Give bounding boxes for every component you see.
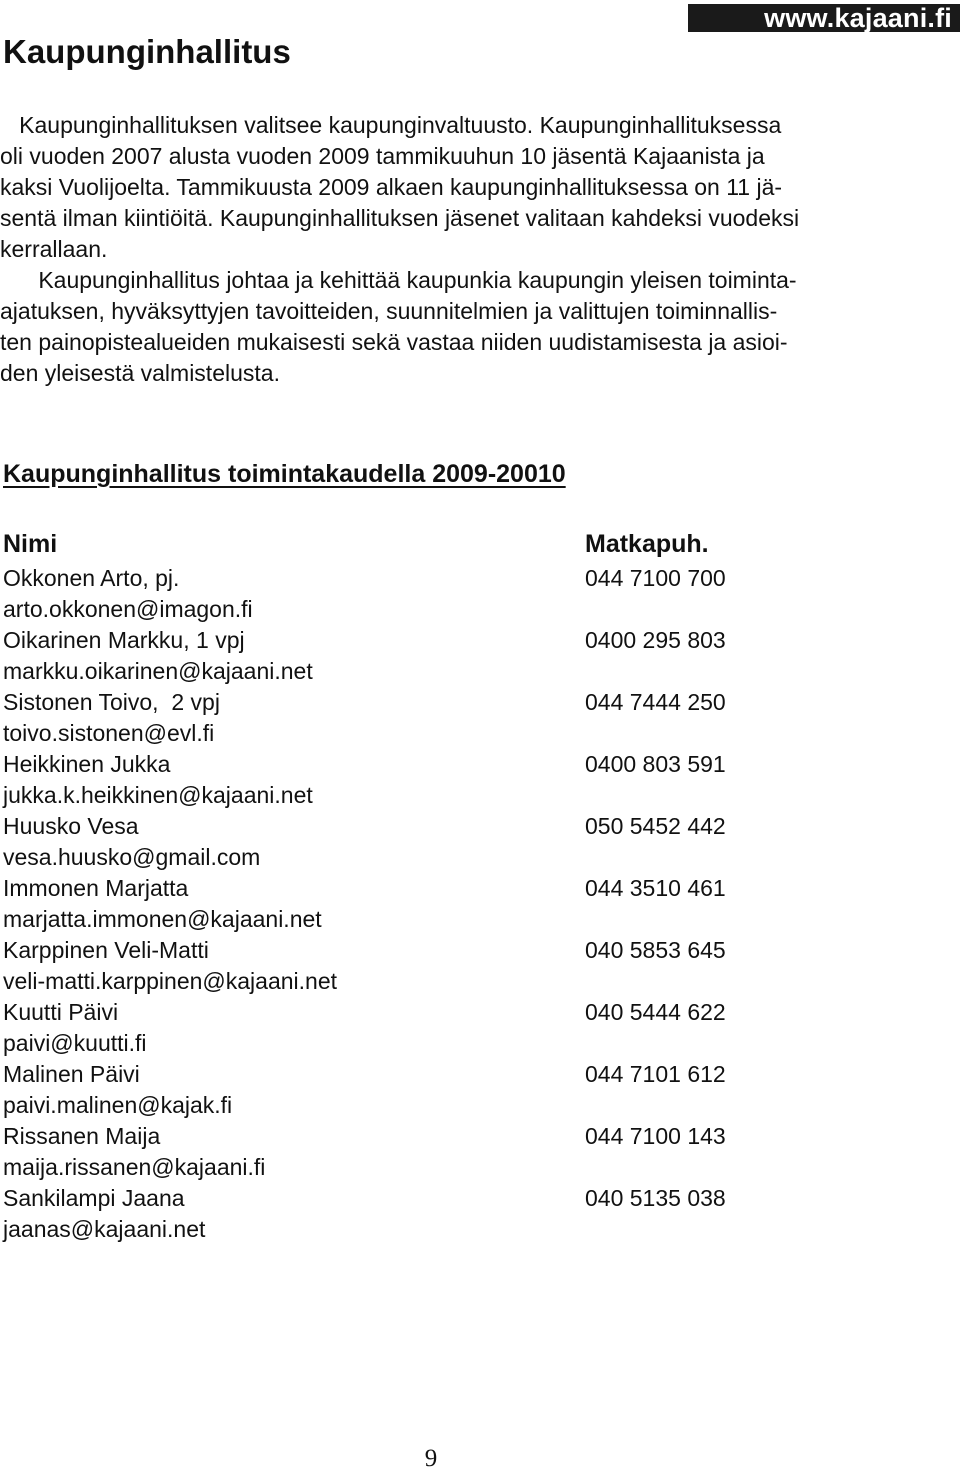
- intro-line: Kaupunginhallituksen valitsee kaupunginvaltuusto. Kaupunginhallituksessa: [0, 112, 782, 138]
- member-phone: 040 5853 645: [585, 937, 726, 963]
- list-item: [3, 811, 903, 873]
- section-title: Kaupunginhallitus toimintakaudella 2009-20010: [3, 460, 566, 488]
- list-item: [3, 997, 903, 1059]
- list-item: [3, 1121, 903, 1183]
- member-name: Sankilampi Jaana: [3, 1185, 185, 1211]
- intro-line: ajatuksen, hyväksyttyjen tavoitteiden, suunnitelmien ja valittujen toiminnallis-: [0, 298, 778, 324]
- member-email[interactable]: paivi.malinen@kajak.fi: [3, 1092, 233, 1118]
- member-phone: 044 7100 700: [585, 565, 726, 591]
- intro-line: den yleisestä valmistelusta.: [0, 360, 280, 386]
- member-name: Karppinen Veli-Matti: [3, 937, 209, 963]
- member-name: Kuutti Päivi: [3, 999, 119, 1025]
- member-phone: 044 7444 250: [585, 689, 726, 715]
- intro-text: [0, 110, 880, 389]
- member-phone: 0400 295 803: [585, 627, 726, 653]
- page-number: 9: [424, 1445, 438, 1472]
- intro-line: sentä ilman kiintiöitä. Kaupunginhallituksen jäsenet valitaan kahdeksi vuodeksi: [0, 205, 800, 231]
- list-item: [3, 563, 903, 625]
- member-email[interactable]: paivi@kuutti.fi: [3, 1030, 147, 1056]
- member-email[interactable]: marjatta.immonen@kajaani.net: [3, 906, 322, 932]
- member-email[interactable]: jaanas@kajaani.net: [3, 1216, 206, 1242]
- member-phone: 044 3510 461: [585, 875, 726, 901]
- member-email[interactable]: jukka.k.heikkinen@kajaani.net: [3, 782, 313, 808]
- member-name: Immonen Marjatta: [3, 875, 189, 901]
- member-email[interactable]: maija.rissanen@kajaani.fi: [3, 1154, 266, 1180]
- member-name: Heikkinen Jukka: [3, 751, 171, 777]
- list-item: [3, 935, 903, 997]
- list-item: [3, 749, 903, 811]
- member-phone: 0400 803 591: [585, 751, 726, 777]
- member-email[interactable]: arto.okkonen@imagon.fi: [3, 596, 253, 622]
- member-email[interactable]: vesa.huusko@gmail.com: [3, 844, 261, 870]
- member-name: Oikarinen Markku, 1 vpj: [3, 627, 245, 653]
- intro-line: oli vuoden 2007 alusta vuoden 2009 tammikuuhun 10 jäsentä Kajaanista ja: [0, 143, 765, 169]
- member-email[interactable]: toivo.sistonen@evl.fi: [3, 720, 215, 746]
- intro-line: Kaupunginhallitus johtaa ja kehittää kaupunkia kaupungin yleisen toiminta-: [0, 267, 797, 293]
- member-name: Okkonen Arto, pj.: [3, 565, 180, 591]
- column-header-phone: Matkapuh.: [585, 530, 709, 558]
- list-item: [3, 873, 903, 935]
- list-item: [3, 625, 903, 687]
- intro-line: kerrallaan.: [0, 236, 108, 262]
- member-phone: 040 5135 038: [585, 1185, 726, 1211]
- list-item: [3, 687, 903, 749]
- intro-line: kaksi Vuolijoelta. Tammikuusta 2009 alkaen kaupunginhallituksessa on 11 jä-: [0, 174, 783, 200]
- member-phone: 044 7101 612: [585, 1061, 726, 1087]
- site-url[interactable]: www.kajaani.fi: [688, 4, 960, 32]
- member-name: Huusko Vesa: [3, 813, 139, 839]
- intro-line: ten painopistealueiden mukaisesti sekä vastaa niiden uudistamisesta ja asioi-: [0, 329, 788, 355]
- member-email[interactable]: veli-matti.karppinen@kajaani.net: [3, 968, 338, 994]
- member-list: [3, 563, 903, 1245]
- member-name: Sistonen Toivo, 2 vpj: [3, 689, 220, 715]
- member-name: Malinen Päivi: [3, 1061, 140, 1087]
- member-phone: 050 5452 442: [585, 813, 726, 839]
- list-item: [3, 1059, 903, 1121]
- member-phone: 044 7100 143: [585, 1123, 726, 1149]
- member-name: Rissanen Maija: [3, 1123, 161, 1149]
- column-header-name: Nimi: [3, 530, 58, 558]
- page-title: Kaupunginhallitus: [3, 33, 291, 70]
- member-email[interactable]: markku.oikarinen@kajaani.net: [3, 658, 313, 684]
- list-item: [3, 1183, 903, 1245]
- member-phone: 040 5444 622: [585, 999, 726, 1025]
